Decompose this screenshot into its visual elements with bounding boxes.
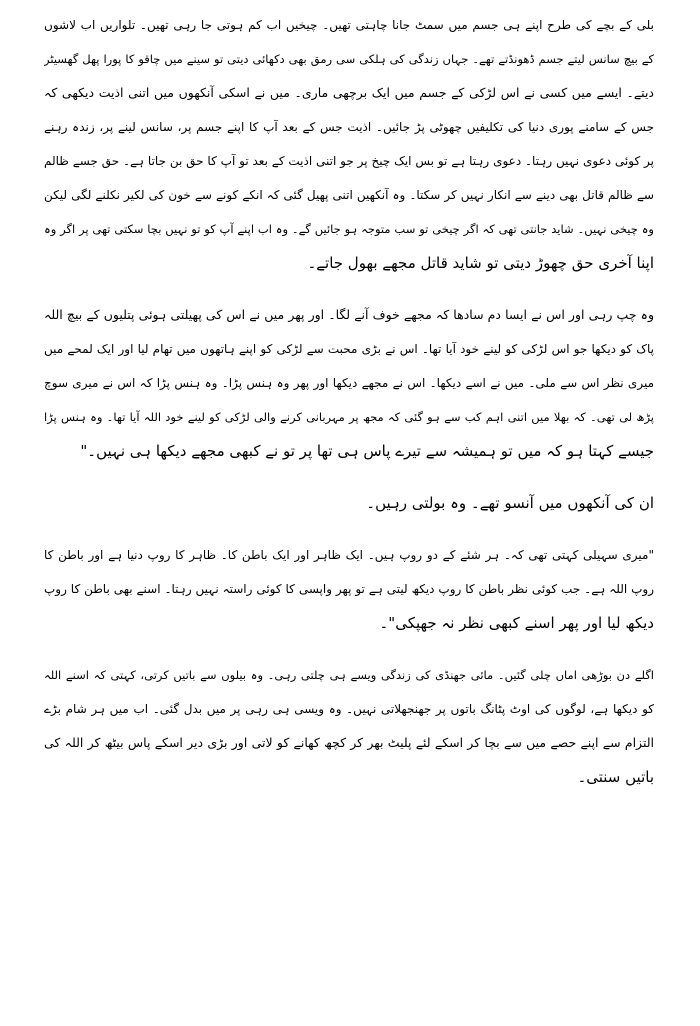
- paragraph-2: [44, 298, 654, 468]
- paragraph-spacer: [44, 468, 654, 486]
- text-line: ان کی آنکھوں میں آنسو تھے۔ وہ بولتی رہیں۔: [366, 494, 654, 512]
- text-line: اگلے دن بوڑھی اماں چلی گئیں۔ مائی جھنڈی کی زندگی ویسے ہی چلتی رہی۔ وہ بیلوں سے باتیں کرتی، کہتی کہ اسنے اللہ: [44, 668, 654, 682]
- text-line: دیتے۔ ایسے میں کسی نے اس لڑکی کے جسم میں ایک برچھی ماری۔ میں نے اسکی آنکھوں میں اتنی اذیت دیکھی کہ: [44, 85, 654, 100]
- text-line: دیکھ لیا اور پھر اسنے کبھی نظر نہ جھپکی"۔: [379, 614, 654, 632]
- text-line: سے ظالم قاتل بھی دینے سے انکار نہیں کر سکتا۔ وہ آنکھیں اتنی پھیل گئی کہ انکے کونے سے خون کی لکیر نکلنے لگی لیکن: [44, 188, 654, 202]
- text-line: پر کوئی دعوی نہیں رہتا۔ دعوی رہتا ہے تو بس ایک چیخ پر جو اتنی اذیت کے بعد تو آپ کا حق بن جاتا ہے۔ حق جسے ظالم: [44, 154, 654, 168]
- text-line: جس کے سامنے پوری دنیا کی تکلیفیں چھوٹی پڑ جائیں۔ اذیت جس کے بعد آپ کا اپنے جسم پر، سانس لینے پر، زندہ رہنے: [44, 120, 654, 134]
- text-line: بلی کے بچے کی طرح اپنے ہی جسم میں سمٹ جانا چاہتی تھیں۔ چیخیں اب کم ہوتی جا رہی تھیں۔ تلواریں اب لاشوں: [44, 18, 654, 32]
- paragraph-3: [44, 486, 654, 520]
- paragraph-spacer: [44, 640, 654, 658]
- paragraph-1: [44, 8, 654, 280]
- paragraph-5: [44, 658, 654, 794]
- text-line: روپ اللہ ہے۔ جب کوئی نظر باطن کا روپ دیکھ لیتی ہے تو پھر واپسی کا کوئی راستہ نہیں رہتا۔ اسنے بھی باطن کا روپ: [44, 582, 654, 596]
- text-line: میری نظر اس سے ملی۔ میں نے اسے دیکھا۔ اس نے مجھے دیکھا اور پھر وہ ہنس پڑا۔ وہ ہنس پڑا کہ اس نے میری سوچ: [44, 376, 654, 390]
- text-line: وہ چپ رہی اور اس نے ایسا دم سادھا کہ مجھے خوف آنے لگا۔ اور پھر میں نے اس کی پھیلتی ہوئی پتلیوں کے بیچ اللہ: [44, 307, 654, 322]
- paragraph-spacer: [44, 520, 654, 538]
- text-line: پڑھ لی تھی۔ کہ بھلا میں اتنی اہم کب سے ہو گئی کہ مجھ پر مہربانی کرنے والی لڑکی کو لینے خود اللہ آیا تھا۔ وہ ہنس پڑا: [44, 410, 654, 424]
- text-line: "میری سہیلی کہتی تھی کہ۔ ہر شئے کے دو روپ ہیں۔ ایک ظاہر اور ایک باطن کا۔ ظاہر کا روپ دنیا ہے اور باطن کا: [44, 548, 654, 562]
- text-line: اپنا آخری حق چھوڑ دیتی تو شاید قاتل مجھے بھول جاتے۔: [307, 254, 654, 272]
- paragraph-4: [44, 538, 654, 640]
- text-line: التزام سے اپنے حصے میں سے بچا کر اسکے لئے پلیٹ بھر کر کچھ کھانے کو لاتی اور بڑی دیر اسکے پاس بیٹھ کر اللہ کی: [44, 735, 654, 750]
- text-line: پاک کو دیکھا جو اس لڑکی کو لینے خود آیا تھا۔ اس نے بڑی محبت سے لڑکی کو اپنے ہاتھوں میں تھام لیا اور ایک لمحے میں: [44, 342, 654, 356]
- text-line: کو دیکھا ہے، لوگوں کی اوٹ پٹانگ باتوں پر جھنجھلاتی نہیں۔ وہ ویسی ہی رہی پر میں بدل گئی۔ اب میں ہر شام بڑے: [44, 702, 654, 716]
- text-line: وہ چیخی نہیں۔ شاید جانتی تھی کہ اگر چیخی تو سب متوجہ ہو جائیں گے۔ وہ اب اپنے آپ کو تو نہیں بچا سکتی تھی پر اگر وہ: [44, 222, 654, 236]
- text-line: باتیں سنتی۔: [577, 768, 654, 786]
- paragraph-spacer: [44, 280, 654, 298]
- text-line: کے بیچ سانس لیتے جسم ڈھونڈتے تھے۔ جہاں زندگی کی ہلکی سی رمق بھی دکھائی دیتی تو سینے میں چاقو کا پورا پھل گھسیٹر: [44, 52, 654, 66]
- text-line: جیسے کہتا ہو کہ میں تو ہمیشہ سے تیرے پاس ہی تھا پر تو نے کبھی مجھے دیکھا ہی نہیں۔": [80, 442, 654, 460]
